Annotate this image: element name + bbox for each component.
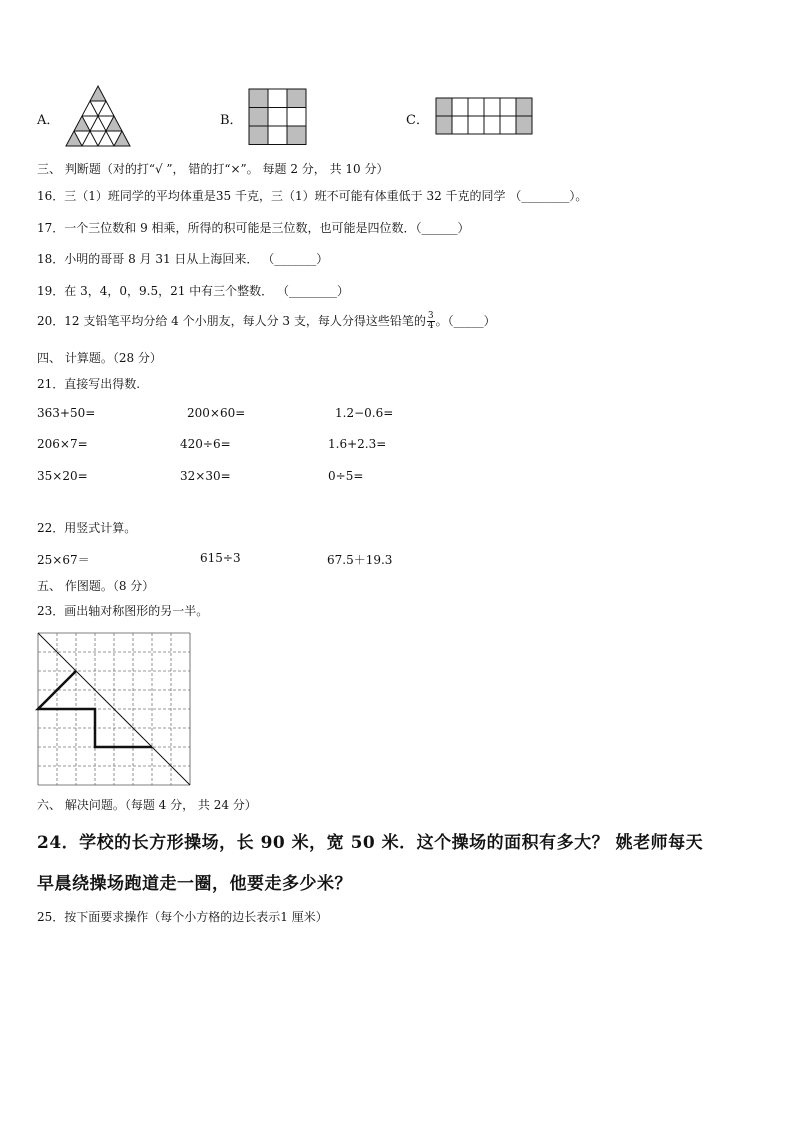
symmetry-grid-figure xyxy=(38,633,190,785)
triangle-shaded-bottom-left xyxy=(66,131,82,146)
question-24-line-1: 24．学校的长方形操场，长 90 米，宽 50 米．这个操场的面积有多大？ 姚老师每天 xyxy=(37,833,704,853)
option-a-label: A． xyxy=(37,113,60,128)
question-20 xyxy=(37,312,496,331)
calc-item: 0÷5= xyxy=(328,469,364,483)
calc-item: 200×60= xyxy=(187,406,246,420)
option-a-triangle-figure xyxy=(64,84,132,148)
calc-item: 35×20= xyxy=(37,469,88,483)
question-16: 16．三（1）班同学的平均体重是35 千克，三（1）班不可能有体重低于 32 千克的同学 （________）。 xyxy=(37,189,588,203)
vertical-calc-item: 25×67＝ xyxy=(37,553,90,567)
question-23: 23．画出轴对称图形的另一半。 xyxy=(37,604,209,618)
grid-cell xyxy=(500,116,516,134)
grid-cell-shaded xyxy=(287,89,306,108)
section-5-heading: 五、 作图题。（8 分） xyxy=(37,579,155,593)
question-22: 22．用竖式计算。 xyxy=(37,521,137,535)
grid-cell xyxy=(287,108,306,127)
grid-cell xyxy=(268,108,287,127)
question-25: 25．按下面要求操作（每个小方格的边长表示1 厘米） xyxy=(37,910,328,924)
grid-cell-shaded xyxy=(249,126,268,145)
grid-cell xyxy=(500,98,516,116)
grid-cell xyxy=(268,126,287,145)
section-6-heading: 六、 解决问题。（每题 4 分， 共 24 分） xyxy=(37,798,257,812)
grid-cell-shaded xyxy=(516,116,532,134)
question-24-line-2: 早晨绕操场跑道走一圈，他要走多少米？ xyxy=(37,874,352,894)
grid-cell xyxy=(484,116,500,134)
grid-cell xyxy=(468,98,484,116)
option-b-label: B． xyxy=(220,113,243,128)
grid-cell xyxy=(452,98,468,116)
question-18: 18．小明的哥哥 8 月 31 日从上海回来． （_______） xyxy=(37,252,329,266)
triangle-shaded-top xyxy=(90,86,106,101)
vertical-calc-item: 615÷3 xyxy=(200,551,241,565)
triangle-shaded-bottom-right xyxy=(114,131,130,146)
option-b-grid-figure xyxy=(248,88,308,146)
fraction-three-quarters xyxy=(427,312,435,331)
question-17: 17．一个三位数和 9 相乘，所得的积可能是三位数，也可能是四位数．（______） xyxy=(37,221,470,235)
grid-cell xyxy=(268,89,287,108)
grid-cell xyxy=(452,116,468,134)
grid-cell xyxy=(484,98,500,116)
calc-item: 420÷6= xyxy=(180,437,231,451)
option-c-label: C． xyxy=(406,113,429,128)
question-21: 21．直接写出得数. xyxy=(37,377,141,391)
triangle-shaded-left xyxy=(74,116,90,131)
grid-cell xyxy=(468,116,484,134)
triangle-shaded-right xyxy=(106,116,122,131)
grid-cell-shaded xyxy=(249,108,268,127)
option-c-grid-figure xyxy=(435,97,533,135)
calc-item: 363+50= xyxy=(37,406,96,420)
calc-item: 32×30= xyxy=(180,469,231,483)
calc-item: 1.6+2.3= xyxy=(328,437,387,451)
grid-cell-shaded xyxy=(436,116,452,134)
calc-item: 206×7= xyxy=(37,437,88,451)
question-20-text: 20．12 支铅笔平均分给 4 个小朋友，每人分 3 支，每人分得这些铅笔的 xyxy=(37,314,426,328)
question-19: 19．在 3，4，0，9.5，21 中有三个整数． （________） xyxy=(37,284,349,298)
grid-cell-shaded xyxy=(436,98,452,116)
question-20-answer-blank: 。（_____） xyxy=(435,314,496,328)
vertical-calc-item: 67.5＋19.3 xyxy=(327,553,393,567)
calc-item: 1.2−0.6= xyxy=(335,406,394,420)
fraction-denominator: 4 xyxy=(427,321,434,331)
grid-cell-shaded xyxy=(249,89,268,108)
section-4-heading: 四、 计算题。（28 分） xyxy=(37,351,162,365)
section-3-heading: 三、 判断题（对的打“√ ”， 错的打“×”。 每题 2 分， 共 10 分） xyxy=(37,162,389,176)
grid-cell-shaded xyxy=(516,98,532,116)
fraction-numerator: 3 xyxy=(427,311,434,321)
grid-cell-shaded xyxy=(287,126,306,145)
